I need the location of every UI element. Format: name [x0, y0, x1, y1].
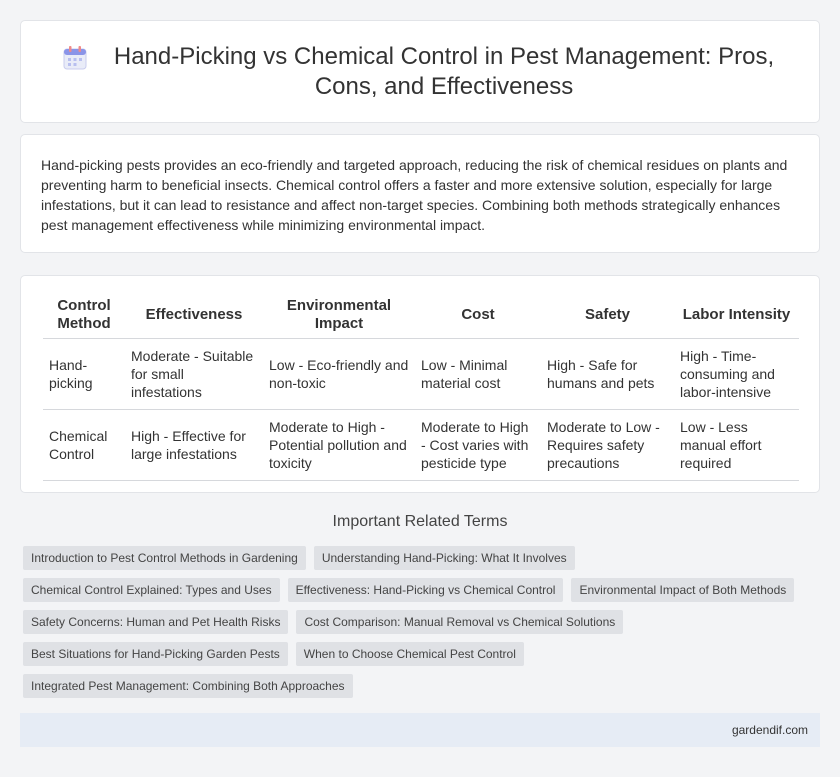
- table-header-row: [43, 294, 799, 338]
- related-term-tag[interactable]: Safety Concerns: Human and Pet Health Risks: [23, 610, 288, 634]
- table-cell: Hand-picking: [43, 338, 125, 409]
- table-cell: High - Safe for humans and pets: [541, 338, 674, 409]
- table-row: [43, 409, 799, 480]
- header-labor-intensity: Labor Intensity: [674, 294, 799, 338]
- header-cost: Cost: [415, 294, 541, 338]
- header-safety: Safety: [541, 294, 674, 338]
- table-cell: Low - Minimal material cost: [415, 338, 541, 409]
- related-term-tag[interactable]: Effectiveness: Hand-Picking vs Chemical Control: [288, 578, 564, 602]
- related-term-tag[interactable]: Best Situations for Hand-Picking Garden Pests: [23, 642, 288, 666]
- table-cell: Moderate to High - Cost varies with pesticide type: [415, 409, 541, 480]
- table-cell: Moderate - Suitable for small infestations: [125, 338, 263, 409]
- table-cell: High - Time-consuming and labor-intensive: [674, 338, 799, 409]
- related-term-tag[interactable]: Cost Comparison: Manual Removal vs Chemical Solutions: [296, 610, 623, 634]
- related-term-tag[interactable]: Integrated Pest Management: Combining Both Approaches: [23, 674, 353, 698]
- related-term-tag[interactable]: Environmental Impact of Both Methods: [571, 578, 794, 602]
- page-title: Hand-Picking vs Chemical Control in Pest Management: Pros, Cons, and Effectiveness: [113, 42, 775, 100]
- intro-card: [20, 134, 820, 253]
- header-control-method: Control Method: [43, 294, 125, 338]
- header-environmental-impact: Environmental Impact: [263, 294, 415, 338]
- table-cell: High - Effective for large infestations: [125, 409, 263, 480]
- related-term-tag[interactable]: Chemical Control Explained: Types and Uses: [23, 578, 280, 602]
- comparison-table-card: [20, 275, 820, 493]
- related-terms-title: Important Related Terms: [332, 513, 508, 530]
- intro-paragraph: Hand-picking pests provides an eco-friendly and targeted approach, reducing the risk of chemical residues on plants and preventing harm to beneficial insects. Chemical control offers a faster and more extensive solution, especially for large infestations, but it can lead to resistance and affect non-target species. Combining both methods strategically enhances pest management effectiveness while minimizing environmental impact.: [41, 157, 788, 233]
- title-card: [20, 20, 820, 123]
- related-term-tag[interactable]: Introduction to Pest Control Methods in Gardening: [23, 546, 306, 570]
- footer: [20, 713, 820, 747]
- comparison-table: [43, 294, 799, 481]
- table-cell: Moderate to Low - Requires safety precautions: [541, 409, 674, 480]
- table-row: [43, 338, 799, 409]
- related-term-tag[interactable]: Understanding Hand-Picking: What It Involves: [314, 546, 575, 570]
- header-effectiveness: Effectiveness: [125, 294, 263, 338]
- related-terms-list: [23, 546, 823, 706]
- table-cell: Low - Less manual effort required: [674, 409, 799, 480]
- footer-site-link[interactable]: gardendif.com: [731, 723, 808, 737]
- table-cell: Moderate to High - Potential pollution and toxicity: [263, 409, 415, 480]
- related-term-tag[interactable]: When to Choose Chemical Pest Control: [296, 642, 524, 666]
- calendar-icon: [61, 44, 89, 72]
- table-cell: Chemical Control: [43, 409, 125, 480]
- table-cell: Low - Eco-friendly and non-toxic: [263, 338, 415, 409]
- title-wrap: [21, 42, 819, 102]
